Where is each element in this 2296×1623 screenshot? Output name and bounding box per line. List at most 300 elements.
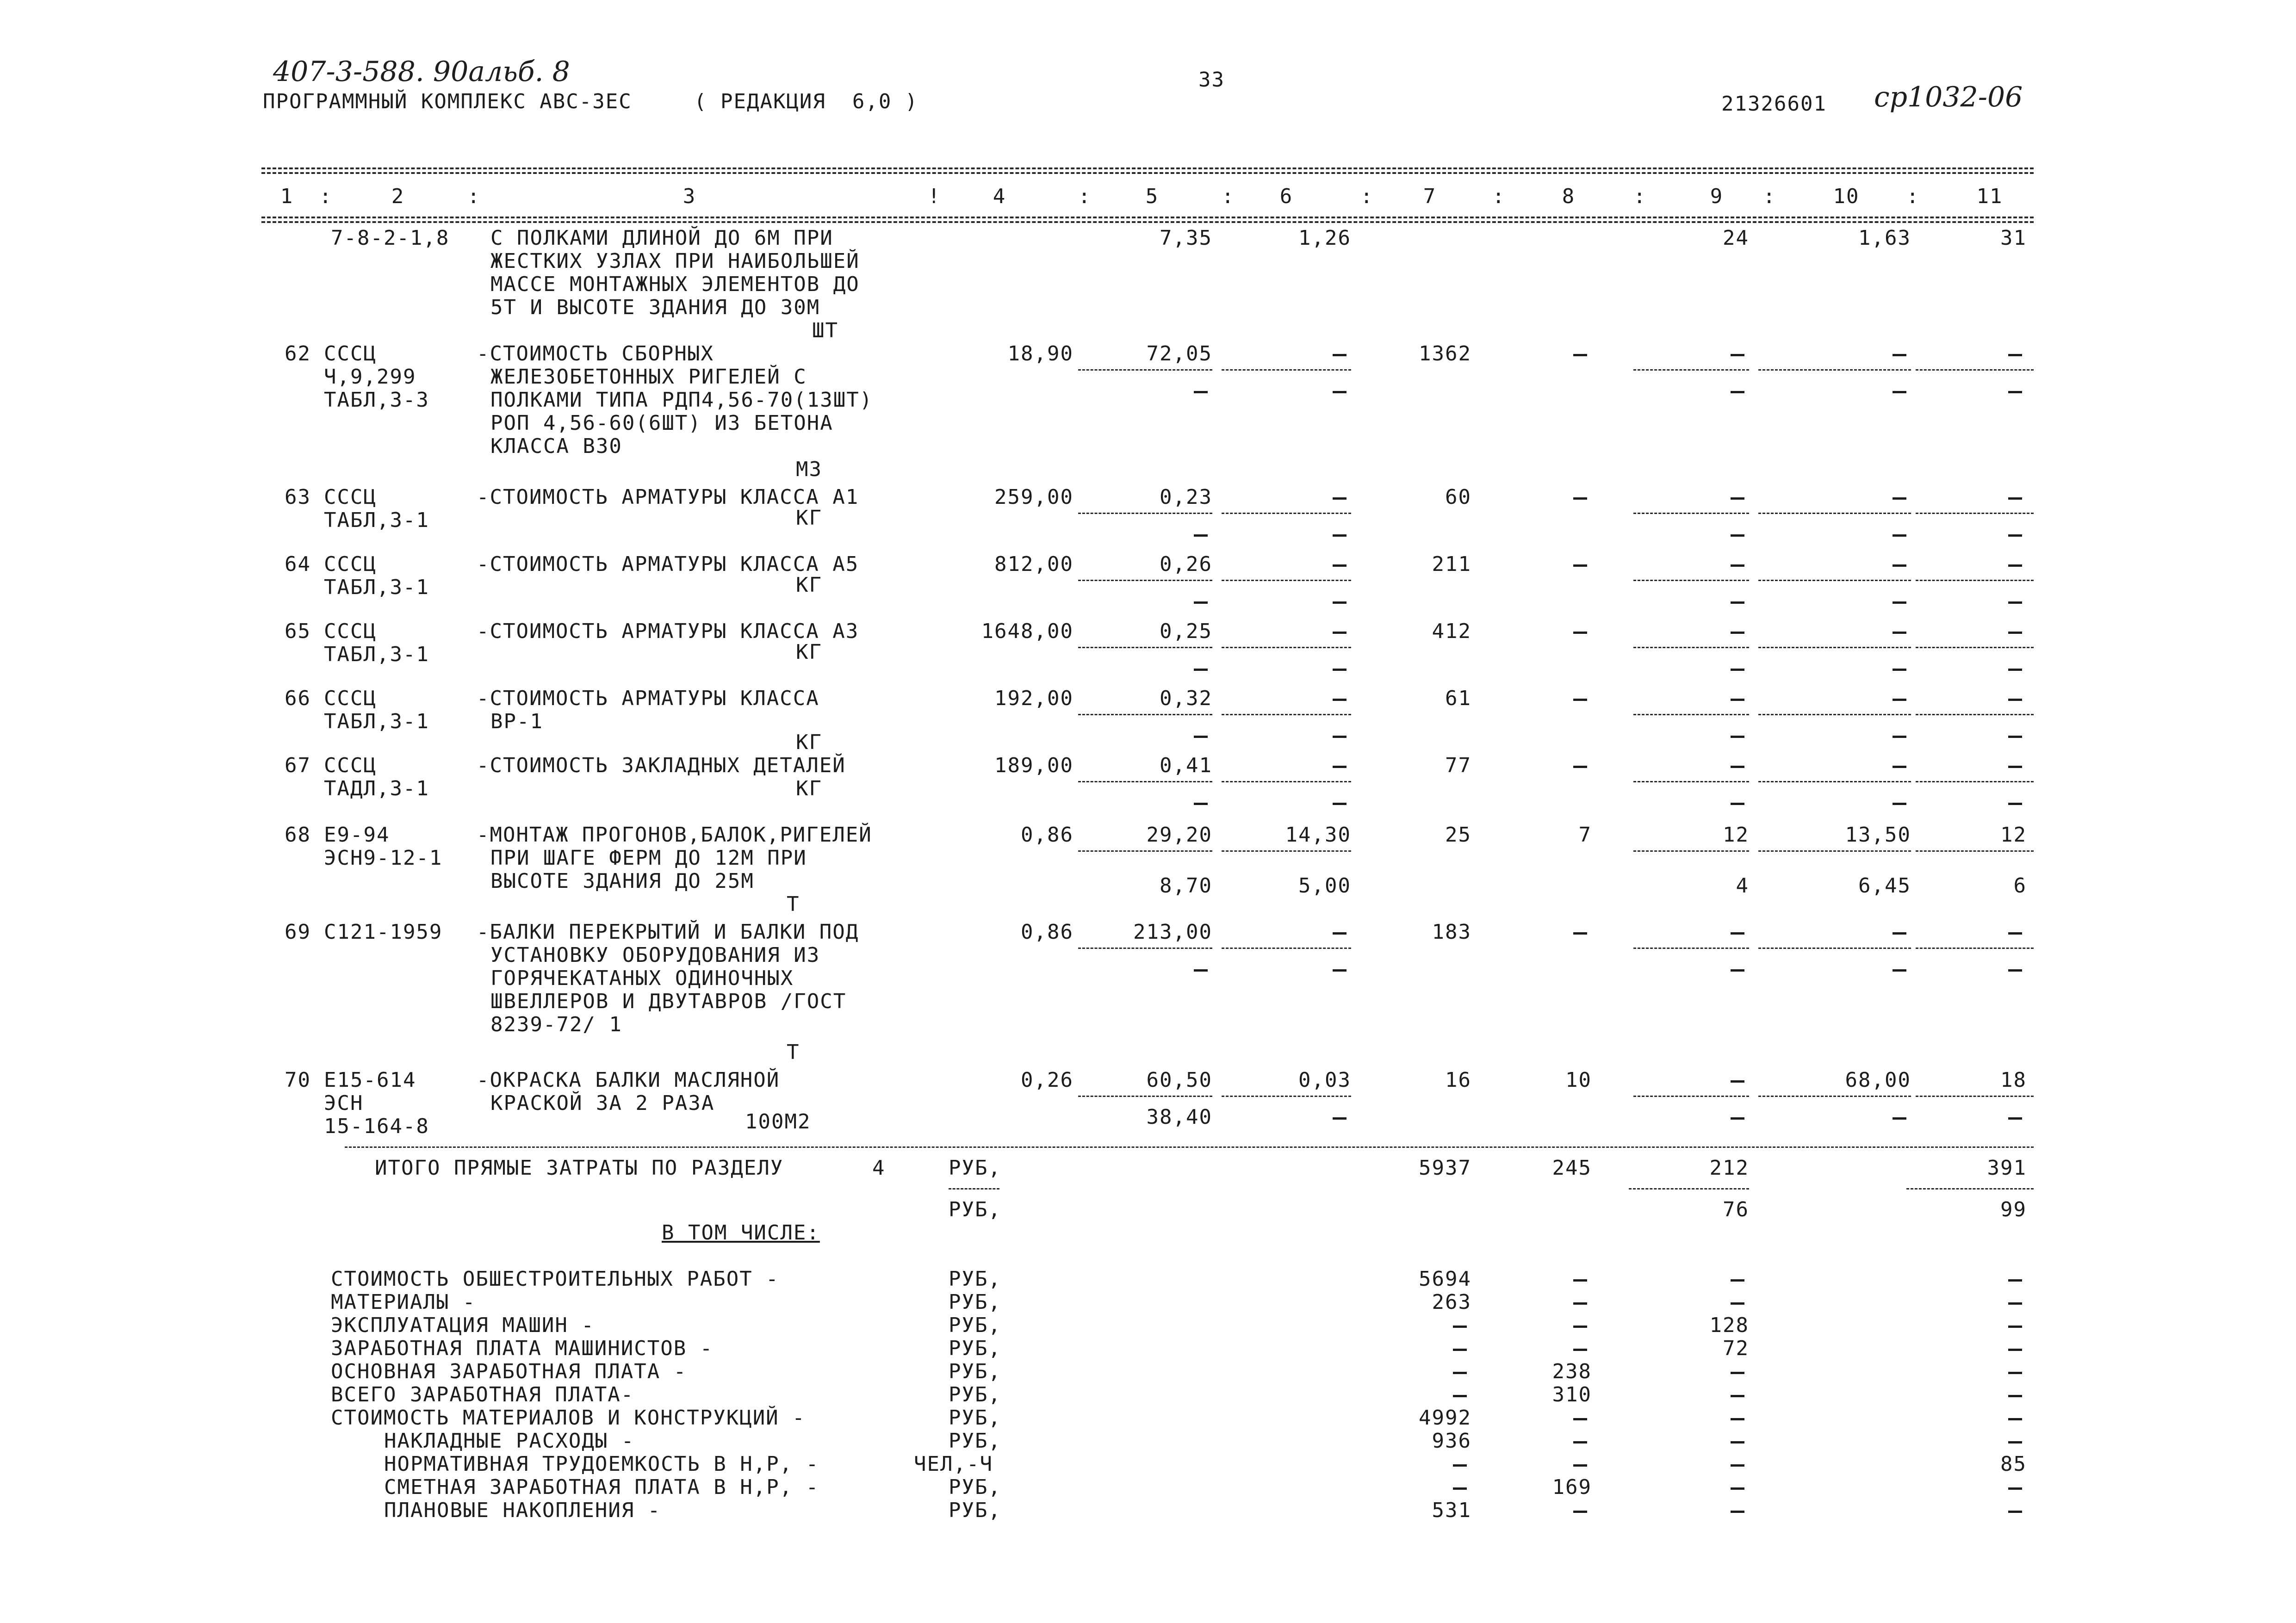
row-description: КЛАССА В30: [490, 434, 622, 458]
cell-c7: 211: [1432, 552, 1471, 576]
cell-split-rule: [1222, 580, 1351, 581]
dash-mark: [1893, 699, 1906, 701]
cell-c5: 0,32: [1160, 687, 1212, 710]
dash-mark: [1573, 1326, 1587, 1328]
cell-c7: 60: [1445, 485, 1471, 509]
row-code: Е9-94: [324, 823, 390, 847]
dash-mark: [1333, 736, 1347, 738]
cell-split-rule: [1758, 513, 1911, 514]
row-description: -СТОИМОСТЬ АРМАТУРЫ КЛАССА А5: [477, 552, 859, 576]
row-number: 63: [285, 485, 311, 509]
dash-mark: [1194, 601, 1208, 604]
row-code: СССЦ: [324, 485, 377, 509]
cell-c5: 72,05: [1146, 342, 1212, 365]
row-description: 8239-72/ 1: [490, 1013, 622, 1036]
dash-mark: [1453, 1395, 1467, 1397]
totals-unit-2: РУБ,: [949, 1198, 1001, 1221]
dash-mark: [2008, 803, 2022, 805]
totals-col9-rule: [1629, 1188, 1749, 1189]
row-code: 7-8-2-1,8: [331, 226, 450, 250]
breakdown-c7: 5694: [1419, 1267, 1471, 1291]
dash-mark: [1333, 497, 1347, 500]
dash-mark: [1453, 1372, 1467, 1374]
dash-mark: [1731, 632, 1744, 634]
dash-mark: [1573, 1418, 1587, 1420]
dash-mark: [1731, 497, 1744, 500]
row-unit: КГ: [796, 731, 822, 754]
column-header-1: 1: [280, 185, 294, 208]
column-header-4: 4: [993, 185, 1006, 208]
breakdown-unit: РУБ,: [949, 1290, 1001, 1314]
dash-mark: [1194, 669, 1208, 671]
row-description: РОП 4,56-60(6ШТ) ИЗ БЕТОНА: [490, 411, 833, 435]
cell-split-rule: [1078, 513, 1212, 514]
cell-c8: 7: [1578, 823, 1592, 847]
cell-c4: 812,00: [994, 552, 1074, 576]
column-header-6: 6: [1279, 185, 1293, 208]
cell-split-rule: [1222, 714, 1351, 715]
dash-mark: [1731, 1464, 1744, 1467]
totals-col11-rule: [1906, 1188, 2034, 1189]
dash-mark: [1731, 1441, 1744, 1443]
breakdown-unit: РУБ,: [949, 1267, 1001, 1291]
dash-mark: [2008, 1302, 2022, 1305]
cell-c11: 12: [2000, 823, 2027, 847]
dash-mark: [2008, 932, 2022, 935]
breakdown-c7: 4992: [1419, 1406, 1471, 1430]
dash-mark: [1893, 497, 1906, 500]
row-description: ПОЛКАМИ ТИПА РДП4,56-70(13ШТ): [490, 388, 873, 412]
cell-c7: 1362: [1419, 342, 1471, 365]
dash-mark: [2008, 1441, 2022, 1443]
totals-unit-rule: [949, 1188, 999, 1189]
row-code: СССЦ: [324, 687, 377, 710]
dash-mark: [1573, 1349, 1587, 1351]
breakdown-unit: РУБ,: [949, 1383, 1001, 1406]
row-unit: КГ: [796, 506, 822, 530]
row-number: 67: [285, 754, 311, 777]
dash-mark: [1453, 1349, 1467, 1351]
totals-col11: 391: [1987, 1156, 2027, 1180]
row-code: ТАБЛ,3-1: [324, 643, 429, 666]
dash-mark: [1453, 1487, 1467, 1490]
row-code: 15-164-8: [324, 1115, 429, 1138]
breakdown-label: НОРМАТИВНАЯ ТРУДОЕМКОСТЬ В Н,Р, -: [384, 1452, 819, 1476]
page-number: 33: [1198, 68, 1225, 92]
cell-c9: 24: [1723, 226, 1749, 250]
breakdown-unit: РУБ,: [949, 1406, 1001, 1430]
cell-split-rule: [1222, 850, 1351, 852]
cell-split-rule: [1916, 781, 2034, 782]
dash-mark: [1333, 534, 1347, 537]
cell-c4: 0,86: [1021, 823, 1074, 847]
header-rule-top-2: [261, 172, 2034, 174]
cell-split-rule: [1633, 647, 1749, 648]
dash-mark: [1731, 1080, 1744, 1083]
cell-split-rule: [1633, 580, 1749, 581]
cell-c5: 213,00: [1133, 920, 1212, 944]
row-unit: Т: [787, 1041, 800, 1064]
cell-c10: 68,00: [1845, 1068, 1911, 1092]
row-description: ПРИ ШАГЕ ФЕРМ ДО 12М ПРИ: [490, 846, 807, 870]
row-unit: КГ: [796, 640, 822, 664]
column-separator: :: [1492, 185, 1506, 208]
row-description: -СТОИМОСТЬ АРМАТУРЫ КЛАССА А3: [477, 619, 859, 643]
handwritten-doc-ref: ср1032-06: [1874, 81, 2023, 113]
dash-mark: [1893, 736, 1906, 738]
cell-c7: 25: [1445, 823, 1471, 847]
cell-split-rule: [1758, 714, 1911, 715]
breakdown-label: МАТЕРИАЛЫ -: [331, 1290, 476, 1314]
dash-mark: [1731, 601, 1744, 604]
header-rule-bottom-2: [261, 221, 2034, 223]
column-separator: :: [1222, 185, 1235, 208]
dash-mark: [1573, 1511, 1587, 1513]
cell-split-rule: [1916, 369, 2034, 371]
row-code: С121-1959: [324, 920, 443, 944]
dash-mark: [1731, 969, 1744, 972]
dash-mark: [1731, 1487, 1744, 1490]
cell-split-rule: [1916, 647, 2034, 648]
dash-mark: [1573, 1441, 1587, 1443]
dash-mark: [1731, 1511, 1744, 1513]
column-separator: :: [1360, 185, 1374, 208]
including-label: В ТОМ ЧИСЛЕ:: [662, 1221, 820, 1245]
cell-split-rule: [1078, 580, 1212, 581]
row-code: ТАБЛ,3-1: [324, 710, 429, 733]
breakdown-label: СТОИМОСТЬ ОБШЕСТРОИТЕЛЬНЫХ РАБОТ -: [331, 1267, 779, 1291]
dash-mark: [2008, 1395, 2022, 1397]
cell-split-rule: [1222, 513, 1351, 514]
cell-c10: 13,50: [1845, 823, 1911, 847]
cell-c4: 259,00: [994, 485, 1074, 509]
cell-split-rule: [1758, 948, 1911, 949]
row-number: 70: [285, 1068, 311, 1092]
breakdown-unit: ЧЕЛ,-Ч: [914, 1452, 993, 1476]
header-rule-top: [261, 167, 2034, 169]
breakdown-c7: 936: [1432, 1429, 1471, 1453]
dash-mark: [1731, 1302, 1744, 1305]
dash-mark: [1453, 1326, 1467, 1328]
totals-unit: РУБ,: [949, 1156, 1001, 1180]
dash-mark: [1573, 699, 1587, 701]
dash-mark: [1731, 699, 1744, 701]
dash-mark: [1194, 391, 1208, 393]
dash-mark: [1731, 1395, 1744, 1397]
dash-mark: [1573, 354, 1587, 356]
cell-split-rule: [1758, 647, 1911, 648]
cell-split-rule: [1633, 714, 1749, 715]
cell-split-rule: [1222, 369, 1351, 371]
cell-c7: 61: [1445, 687, 1471, 710]
row-number: 62: [285, 342, 311, 365]
row-code: ТАБЛ,3-1: [324, 508, 429, 532]
dash-mark: [1893, 766, 1906, 768]
dash-mark: [2008, 669, 2022, 671]
cell-split-rule: [1758, 580, 1911, 581]
cell-split-rule: [1222, 1096, 1351, 1097]
cell-split-rule: [1222, 948, 1351, 949]
row-code: ТАДЛ,3-1: [324, 777, 429, 800]
breakdown-label: ЭКСПЛУАТАЦИЯ МАШИН -: [331, 1313, 595, 1337]
cell-split-rule: [1078, 369, 1212, 371]
totals-section: 4: [872, 1156, 886, 1180]
dash-mark: [1893, 354, 1906, 356]
cell-c5: 7,35: [1160, 226, 1212, 250]
dash-mark: [2008, 632, 2022, 634]
dash-mark: [1731, 932, 1744, 935]
row-code: СССЦ: [324, 342, 377, 365]
dash-mark: [1893, 632, 1906, 634]
cell-c7: 16: [1445, 1068, 1471, 1092]
cell-split-rule: [1078, 781, 1212, 782]
cell-split-rule: [1758, 781, 1911, 782]
row-code: ЭСН9-12-1: [324, 846, 443, 870]
breakdown-label: ПЛАНОВЫЕ НАКОПЛЕНИЯ -: [384, 1499, 661, 1522]
cell-split-rule: [1758, 369, 1911, 371]
dash-mark: [2008, 766, 2022, 768]
dash-mark: [1573, 1464, 1587, 1467]
row-description: ЖЕСТКИХ УЗЛАХ ПРИ НАИБОЛЬШЕЙ: [490, 249, 860, 273]
row-description: КРАСКОЙ ЗА 2 РАЗА: [490, 1091, 715, 1115]
cell-c6: 1,26: [1298, 226, 1351, 250]
column-separator: :: [1078, 185, 1092, 208]
dash-mark: [1893, 534, 1906, 537]
cell-split-rule: [1916, 714, 2034, 715]
dash-mark: [1573, 766, 1587, 768]
dash-mark: [1333, 564, 1347, 567]
totals-rule: [345, 1146, 2034, 1148]
cell-c11: 18: [2000, 1068, 2027, 1092]
column-separator: :: [1906, 185, 1920, 208]
dash-mark: [2008, 699, 2022, 701]
row-description: -СТОИМОСТЬ АРМАТУРЫ КЛАССА: [477, 687, 819, 710]
cell-c4: 0,86: [1021, 920, 1074, 944]
cell-c6b: 5,00: [1298, 874, 1351, 898]
cell-c9: 12: [1723, 823, 1749, 847]
row-description: 5Т И ВЫСОТЕ ЗДАНИЯ ДО 30М: [490, 296, 820, 319]
dash-mark: [1194, 736, 1208, 738]
row-code: Е15-614: [324, 1068, 416, 1092]
dash-mark: [1573, 1302, 1587, 1305]
column-header-2: 2: [391, 185, 405, 208]
dash-mark: [2008, 1349, 2022, 1351]
row-code: СССЦ: [324, 754, 377, 777]
dash-mark: [2008, 534, 2022, 537]
column-header-7: 7: [1423, 185, 1437, 208]
cell-split-rule: [1916, 580, 2034, 581]
dash-mark: [1333, 803, 1347, 805]
dash-mark: [1333, 601, 1347, 604]
cell-c6: 14,30: [1285, 823, 1351, 847]
cell-split-rule: [1222, 781, 1351, 782]
dash-mark: [1333, 699, 1347, 701]
row-code: ЭСН: [324, 1091, 364, 1115]
row-unit: ШТ: [812, 319, 838, 342]
dash-mark: [1893, 1117, 1906, 1120]
dash-mark: [2008, 1372, 2022, 1374]
cell-c5b: 38,40: [1146, 1105, 1212, 1129]
cell-split-rule: [1633, 513, 1749, 514]
row-description: -СТОИМОСТЬ АРМАТУРЫ КЛАССА А1: [477, 485, 859, 509]
dash-mark: [1893, 932, 1906, 935]
cell-split-rule: [1078, 647, 1212, 648]
breakdown-label: НАКЛАДНЫЕ РАСХОДЫ -: [384, 1429, 635, 1453]
dash-mark: [1573, 564, 1587, 567]
row-code: СССЦ: [324, 619, 377, 643]
dash-mark: [1333, 1117, 1347, 1120]
column-header-8: 8: [1562, 185, 1576, 208]
breakdown-c7: 263: [1432, 1290, 1471, 1314]
cell-c11b: 6: [2013, 874, 2027, 898]
breakdown-c9: 128: [1709, 1313, 1749, 1337]
row-unit: Т: [787, 892, 800, 916]
dash-mark: [1573, 1279, 1587, 1282]
breakdown-unit: РУБ,: [949, 1429, 1001, 1453]
breakdown-unit: РУБ,: [949, 1499, 1001, 1522]
totals-col9-sub: 76: [1723, 1198, 1749, 1221]
column-separator: :: [319, 185, 333, 208]
totals-col11-sub: 99: [2000, 1198, 2027, 1221]
row-description: ШВЕЛЛЕРОВ И ДВУТАВРОВ /ГОСТ: [490, 990, 847, 1013]
dash-mark: [1731, 391, 1744, 393]
dash-mark: [2008, 1487, 2022, 1490]
row-unit: КГ: [796, 777, 822, 800]
row-description: УСТАНОВКУ ОБОРУДОВАНИЯ ИЗ: [490, 943, 820, 967]
dash-mark: [1731, 669, 1744, 671]
dash-mark: [1333, 932, 1347, 935]
cell-c4: 18,90: [1007, 342, 1074, 365]
dash-mark: [1333, 391, 1347, 393]
breakdown-unit: РУБ,: [949, 1475, 1001, 1499]
dash-mark: [1731, 803, 1744, 805]
column-header-9: 9: [1710, 185, 1724, 208]
cell-c5: 60,50: [1146, 1068, 1212, 1092]
breakdown-c9: 72: [1723, 1337, 1749, 1360]
row-code: СССЦ: [324, 552, 377, 576]
row-code: Ч,9,299: [324, 365, 416, 389]
dash-mark: [1731, 1418, 1744, 1420]
row-number: 69: [285, 920, 311, 944]
column-header-10: 10: [1833, 185, 1860, 208]
cell-split-rule: [1078, 850, 1212, 852]
cell-c5b: 8,70: [1160, 874, 1212, 898]
dash-mark: [1893, 564, 1906, 567]
cell-c4: 0,26: [1021, 1068, 1074, 1092]
dash-mark: [1731, 766, 1744, 768]
dash-mark: [1573, 632, 1587, 634]
cell-c5: 29,20: [1146, 823, 1212, 847]
cell-split-rule: [1916, 850, 2034, 852]
row-description: ВЫСОТЕ ЗДАНИЯ ДО 25М: [490, 869, 754, 893]
cell-c11: 31: [2000, 226, 2027, 250]
program-title: ПРОГРАММНЫЙ КОМПЛЕКС АВС-3ЕС: [263, 90, 632, 113]
row-description: -СТОИМОСТЬ ЗАКЛАДНЫХ ДЕТАЛЕЙ: [477, 754, 846, 777]
cell-split-rule: [1633, 850, 1749, 852]
row-unit: 100М2: [745, 1110, 811, 1134]
cell-split-rule: [1633, 369, 1749, 371]
row-description: ЖЕЛЕЗОБЕТОННЫХ РИГЕЛЕЙ С: [490, 365, 807, 389]
cell-split-rule: [1078, 714, 1212, 715]
totals-label: ИТОГО ПРЯМЫЕ ЗАТРАТЫ ПО РАЗДЕЛУ: [375, 1156, 784, 1180]
header-rule-bottom: [261, 217, 2034, 218]
row-description: ВР-1: [490, 710, 543, 733]
row-number: 66: [285, 687, 311, 710]
dash-mark: [1731, 1279, 1744, 1282]
column-separator: :: [1763, 185, 1776, 208]
dash-mark: [1731, 534, 1744, 537]
dash-mark: [1731, 564, 1744, 567]
dash-mark: [2008, 1326, 2022, 1328]
cell-split-rule: [1758, 850, 1911, 852]
dash-mark: [2008, 601, 2022, 604]
column-separator: :: [1633, 185, 1647, 208]
breakdown-label: ОСНОВНАЯ ЗАРАБОТНАЯ ПЛАТА -: [331, 1360, 687, 1383]
cell-c7: 77: [1445, 754, 1471, 777]
dash-mark: [1194, 534, 1208, 537]
dash-mark: [1573, 932, 1587, 935]
column-header-3: 3: [683, 185, 696, 208]
row-code: ТАБЛ,3-1: [324, 576, 429, 599]
edition-label: ( РЕДАКЦИЯ 6,0 ): [694, 90, 918, 113]
cell-c5: 0,25: [1160, 619, 1212, 643]
cell-c5: 0,41: [1160, 754, 1212, 777]
cell-split-rule: [1078, 948, 1212, 949]
cell-split-rule: [1758, 1096, 1911, 1097]
dash-mark: [2008, 354, 2022, 356]
dash-mark: [1893, 391, 1906, 393]
breakdown-c7: 531: [1432, 1499, 1471, 1522]
row-description: С ПОЛКАМИ ДЛИНОЙ ДО 6М ПРИ: [490, 226, 833, 250]
dash-mark: [1333, 669, 1347, 671]
cell-c4: 189,00: [994, 754, 1074, 777]
dash-mark: [2008, 564, 2022, 567]
dash-mark: [1333, 766, 1347, 768]
dash-mark: [1194, 803, 1208, 805]
dash-mark: [2008, 969, 2022, 972]
cell-c7: 412: [1432, 619, 1471, 643]
row-number: 68: [285, 823, 311, 847]
cell-split-rule: [1916, 513, 2034, 514]
breakdown-c8: 169: [1552, 1475, 1592, 1499]
dash-mark: [2008, 736, 2022, 738]
breakdown-label: СМЕТНАЯ ЗАРАБОТНАЯ ПЛАТА В Н,Р, -: [384, 1475, 819, 1499]
breakdown-label: СТОИМОСТЬ МАТЕРИАЛОВ И КОНСТРУКЦИЙ -: [331, 1406, 806, 1430]
breakdown-c8: 310: [1552, 1383, 1592, 1406]
row-number: 65: [285, 619, 311, 643]
row-description: -ОКРАСКА БАЛКИ МАСЛЯНОЙ: [477, 1068, 780, 1092]
cell-c7: 183: [1432, 920, 1471, 944]
row-description: -БАЛКИ ПЕРЕКРЫТИЙ И БАЛКИ ПОД: [477, 920, 859, 944]
dash-mark: [2008, 1511, 2022, 1513]
cell-split-rule: [1633, 1096, 1749, 1097]
breakdown-c11: 85: [2000, 1452, 2027, 1476]
row-unit: КГ: [796, 573, 822, 597]
dash-mark: [1194, 969, 1208, 972]
dash-mark: [1333, 354, 1347, 356]
dash-mark: [1731, 1372, 1744, 1374]
breakdown-unit: РУБ,: [949, 1313, 1001, 1337]
dash-mark: [1573, 497, 1587, 500]
column-separator: :: [467, 185, 481, 208]
row-description: МАССЕ МОНТАЖНЫХ ЭЛЕМЕНТОВ ДО: [490, 273, 860, 296]
dash-mark: [2008, 391, 2022, 393]
row-description: -СТОИМОСТЬ СБОРНЫХ: [477, 342, 714, 365]
totals-col7: 5937: [1419, 1156, 1471, 1180]
cell-c9b: 4: [1736, 874, 1749, 898]
cell-c10: 1,63: [1858, 226, 1911, 250]
breakdown-unit: РУБ,: [949, 1360, 1001, 1383]
